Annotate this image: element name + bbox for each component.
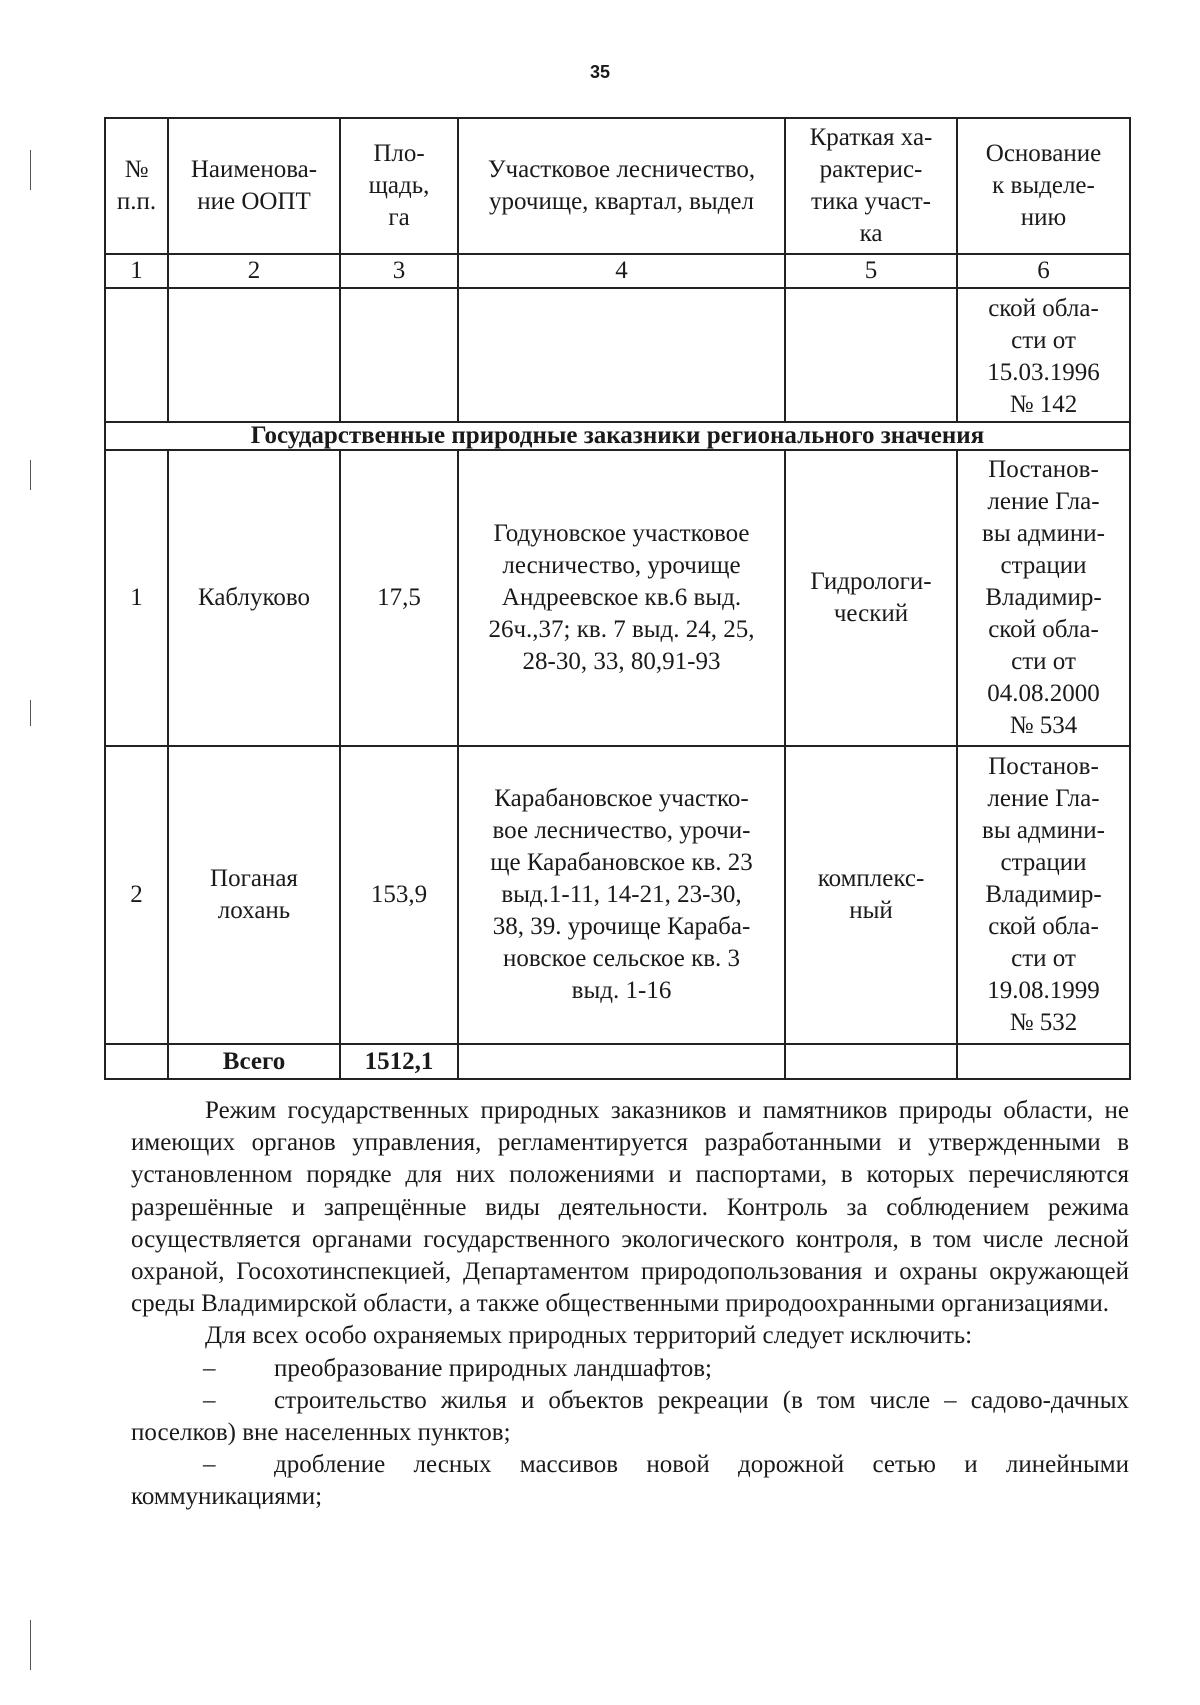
row-number: 1 <box>105 450 168 746</box>
table-row-continuation <box>105 288 1130 422</box>
text-line: к выделе- <box>992 172 1095 199</box>
total-value: 1512,1 <box>340 1044 458 1079</box>
text-line: ка <box>859 220 883 247</box>
column-index-row <box>105 254 1130 288</box>
text-line: сти от <box>1011 327 1076 354</box>
margin-scan-mark <box>30 150 31 190</box>
header-number <box>105 118 168 254</box>
text-line: вы админи- <box>982 817 1105 844</box>
header-basis <box>957 118 1130 254</box>
text-line: п.п. <box>116 188 157 215</box>
column-index: 6 <box>957 254 1130 288</box>
body-text <box>131 1095 1129 1514</box>
text-line: ческий <box>833 600 909 627</box>
row-characteristic <box>785 450 957 746</box>
list-item-text: дробление лесных массивов новой дорожной сетью и линейными коммуникациями; <box>131 1451 1129 1511</box>
text-line: Постанов- <box>988 456 1099 483</box>
header-characteristic <box>785 118 957 254</box>
text-line: ный <box>849 897 893 924</box>
text-line: новское сельское кв. 3 <box>502 945 741 972</box>
empty-cell <box>458 288 785 422</box>
text-line: Краткая ха- <box>809 124 933 151</box>
paragraph-regime: Режим государственных природных заказников и памятников природы области, не имеющих органов управления, регламентируется разработанными и утвержденными в установленном порядке для них положениями и паспортами, в которых перечисляются разрешённые и запрещённые виды деятельности. Контроль за соблюдением режима осуществляется органами государственного экологического контроля, в том числе лесной охраной, Госохотинспекцией, Департаментом природопользования и охраны окружающей среды Владимирской области, а также общественными природоохранными организациями. <box>131 1097 1129 1318</box>
text-line: 38, 39. урочище Караба- <box>492 913 751 940</box>
text-line: лесничество, урочище <box>502 552 741 579</box>
row-basis <box>957 450 1130 746</box>
continuation-basis-cell <box>957 288 1130 422</box>
text-line: га <box>388 204 410 231</box>
text-line: 28-30, 33, 80,91-93 <box>522 648 721 675</box>
text-line: выд.1-11, 14-21, 23-30, <box>501 881 742 908</box>
text-line: урочище, квартал, выдел <box>489 188 754 215</box>
column-index: 1 <box>105 254 168 288</box>
text-line: комплекс- <box>817 865 925 892</box>
text-line: Каблуково <box>197 584 311 611</box>
row-area: 153,9 <box>340 746 458 1044</box>
list-item <box>131 1449 1129 1513</box>
text-line: 26ч.,37; кв. 7 выд. 24, 25, <box>488 616 755 643</box>
page-number: 35 <box>589 62 611 82</box>
row-location <box>458 746 785 1044</box>
text-line: 04.08.2000 <box>987 680 1100 707</box>
text-line: лохань <box>217 897 291 924</box>
text-line: Пло- <box>373 140 425 167</box>
text-line: Гидрологи- <box>810 568 932 595</box>
text-line: ще Карабановское кв. 23 <box>490 849 753 876</box>
text-line: щадь, <box>368 172 430 199</box>
table-row <box>105 746 1130 1044</box>
empty-cell <box>105 1044 168 1079</box>
header-location <box>458 118 785 254</box>
total-label: Всего <box>168 1044 340 1079</box>
text-line: нию <box>1020 204 1067 231</box>
margin-scan-mark <box>30 460 31 490</box>
text-line: страции <box>1000 849 1087 876</box>
text-line: ление Гла- <box>987 488 1100 515</box>
paragraph-exclusions-intro: Для всех особо охраняемых природных территорий следует исключить: <box>205 1322 973 1350</box>
list-dash: – <box>203 1386 216 1414</box>
empty-cell <box>340 288 458 422</box>
empty-cell <box>458 1044 785 1079</box>
text-line: ление Гла- <box>987 785 1100 812</box>
row-number: 2 <box>105 746 168 1044</box>
empty-cell <box>785 1044 957 1079</box>
text-line: № 532 <box>1009 1009 1078 1036</box>
list-item <box>131 1385 1129 1449</box>
list-item-text: преобразование природных ландшафтов; <box>274 1354 712 1382</box>
section-row <box>105 422 1130 450</box>
text-line: сти от <box>1011 945 1076 972</box>
empty-cell <box>168 288 340 422</box>
list-dash: – <box>203 1354 216 1382</box>
protected-areas-table <box>104 117 1131 1080</box>
text-line: 19.08.1999 <box>987 977 1100 1004</box>
text-line: № 534 <box>1009 712 1078 739</box>
text-line: Наименова- <box>190 156 318 183</box>
margin-scan-mark <box>30 700 31 726</box>
empty-cell <box>957 1044 1130 1079</box>
text-line: 15.03.1996 <box>987 359 1100 386</box>
text-line: страции <box>1000 552 1087 579</box>
text-line: Поганая <box>210 865 298 892</box>
text-line: выд. 1-16 <box>571 977 672 1004</box>
table-row <box>105 450 1130 746</box>
text-line: Владимир- <box>985 584 1102 611</box>
column-index: 3 <box>340 254 458 288</box>
total-row <box>105 1044 1130 1079</box>
text-line: Годуновское участковое <box>493 520 750 547</box>
list-item <box>131 1353 1129 1385</box>
section-title: Государственные природные заказники регионального значения <box>105 422 1130 450</box>
column-index: 5 <box>785 254 957 288</box>
empty-cell <box>105 288 168 422</box>
header-area <box>340 118 458 254</box>
text-line: рактерис- <box>819 156 923 183</box>
list-item-text: строительство жилья и объектов рекреации (в том числе – садово-дачных поселков) вне населенных пунктов; <box>131 1386 1129 1447</box>
row-name <box>168 450 340 746</box>
table-header-row <box>105 118 1130 254</box>
text-line: сти от <box>1011 648 1076 675</box>
row-characteristic <box>785 746 957 1044</box>
text-line: ской обла- <box>988 616 1099 643</box>
empty-cell <box>785 288 957 422</box>
row-location <box>458 450 785 746</box>
row-name <box>168 746 340 1044</box>
text-line: Основание <box>985 140 1102 167</box>
text-line: ской обла- <box>988 295 1099 322</box>
text-line: № <box>124 156 149 183</box>
row-basis <box>957 746 1130 1044</box>
text-line: Владимир- <box>985 881 1102 908</box>
text-line: тика участ- <box>811 188 931 215</box>
text-line: вы админи- <box>982 520 1105 547</box>
text-line: Андреевское кв.6 выд. <box>501 584 742 611</box>
text-line: ние ООПТ <box>197 188 311 215</box>
column-index: 2 <box>168 254 340 288</box>
text-line: вое лесничество, урочи- <box>492 817 751 844</box>
text-line: Участковое лесничество, <box>487 156 756 183</box>
text-line: № 142 <box>1009 391 1078 418</box>
header-name <box>168 118 340 254</box>
row-area: 17,5 <box>340 450 458 746</box>
text-line: Карабановское участко- <box>494 785 749 812</box>
list-dash: – <box>203 1451 216 1479</box>
text-line: ской обла- <box>988 913 1099 940</box>
column-index: 4 <box>458 254 785 288</box>
margin-scan-mark <box>30 1620 31 1670</box>
text-line: Постанов- <box>988 753 1099 780</box>
